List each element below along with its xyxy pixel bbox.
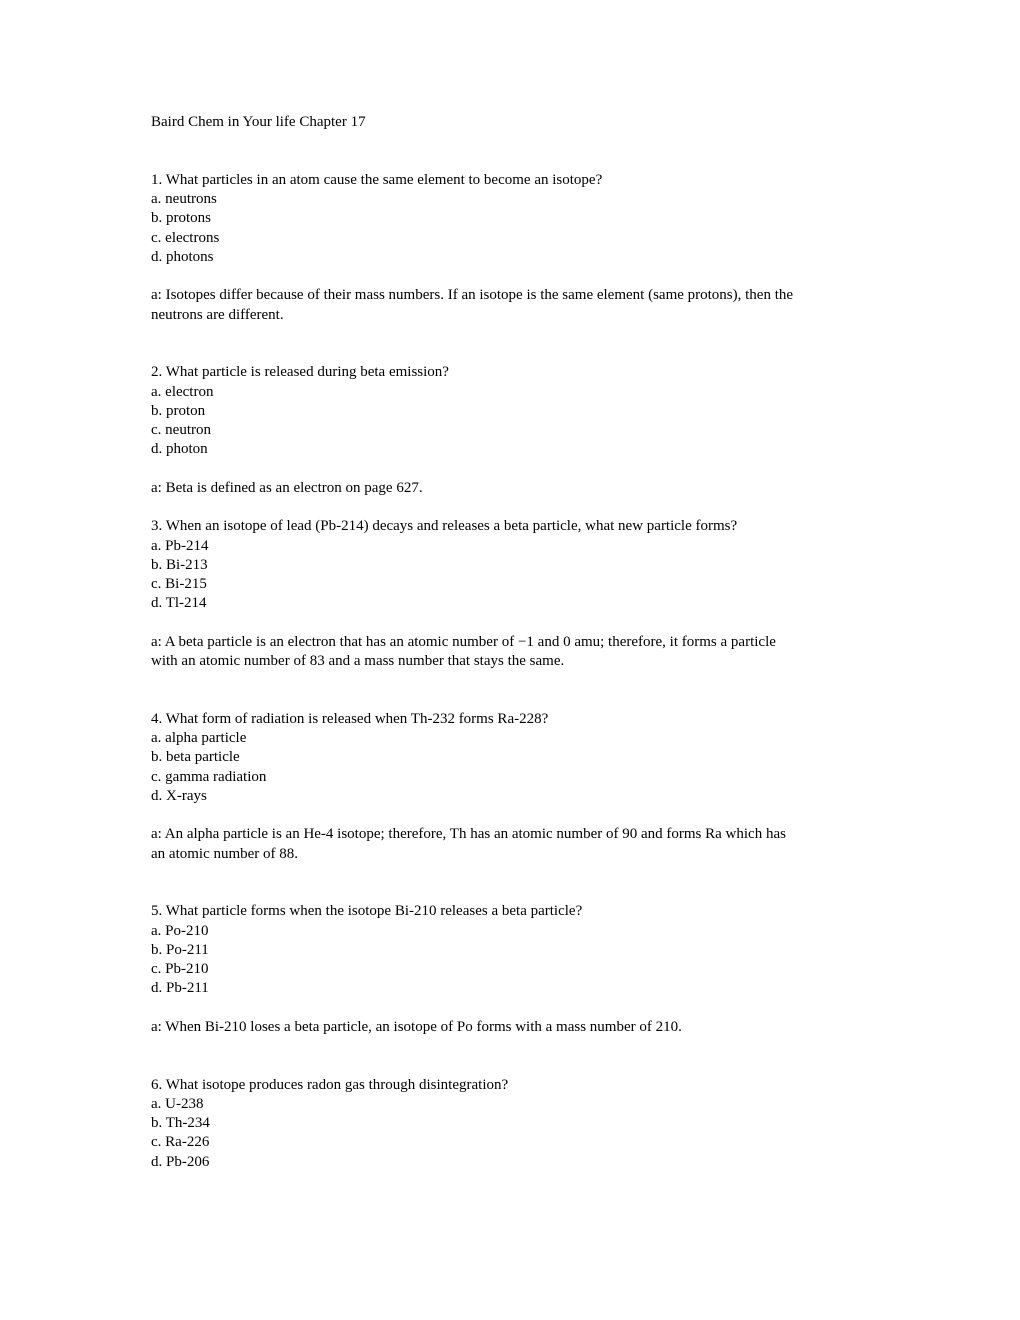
- option-d: d. photons: [151, 248, 214, 265]
- option-c: c. gamma radiation: [151, 768, 267, 785]
- question-1-answer-line-2: neutrons are different.: [151, 306, 284, 323]
- option-b: b. Po-211: [151, 941, 209, 958]
- question-1: [151, 171, 881, 325]
- option-d: d. Pb-211: [151, 980, 209, 997]
- option-a: a. electron: [151, 383, 214, 400]
- question-1-answer-line-1: a: Isotopes differ because of their mass numbers. If an isotope is the same element (same protons), then the: [151, 287, 794, 304]
- question-2: [151, 363, 881, 498]
- spacer: [151, 864, 881, 903]
- question-4-answer-line-1: a: An alpha particle is an He-4 isotope; therefore, Th has an atomic number of 90 and forms Ra which has: [151, 826, 786, 843]
- question-4: [151, 710, 881, 864]
- spacer: [151, 999, 881, 1018]
- option-d: d. Pb-206: [151, 1153, 210, 1170]
- question-5-answer-line-1: a: When Bi-210 loses a beta particle, an isotope of Po forms with a mass number of 210.: [151, 1018, 682, 1035]
- question-4-options: [151, 729, 881, 806]
- option-b: b. beta particle: [151, 749, 240, 766]
- option-c: c. neutron: [151, 422, 211, 438]
- spacer: [151, 267, 881, 286]
- spacer: [151, 1037, 881, 1076]
- option-c: c. Pb-210: [151, 961, 209, 977]
- spacer: [151, 498, 881, 517]
- question-5: [151, 902, 881, 1037]
- option-b: b. protons: [151, 210, 211, 227]
- option-c: c. electrons: [151, 229, 220, 246]
- option-b: b. Bi-213: [151, 556, 208, 573]
- document-page: [151, 113, 881, 1172]
- question-2-text: 2. What particle is released during beta emission?: [151, 364, 449, 381]
- document-title: Baird Chem in Your life Chapter 17: [151, 114, 366, 130]
- spacer: [151, 325, 881, 364]
- spacer: [151, 671, 881, 710]
- question-3-text: 3. When an isotope of lead (Pb-214) decays and releases a beta particle, what new particle forms?: [151, 518, 738, 535]
- question-2-options: [151, 383, 881, 460]
- option-c: c. Ra-226: [151, 1134, 210, 1151]
- question-2-answer-line-1: a: Beta is defined as an electron on page 627.: [151, 479, 423, 496]
- question-1-options: [151, 190, 881, 267]
- question-4-text: 4. What form of radiation is released when Th-232 forms Ra-228?: [151, 710, 549, 727]
- option-a: a. Po-210: [151, 922, 209, 939]
- option-b: b. Th-234: [151, 1115, 210, 1131]
- option-a: a. neutrons: [151, 191, 217, 207]
- question-3-answer-line-1: a: A beta particle is an electron that has an atomic number of −1 and 0 amu; therefore, it forms a particle: [151, 633, 776, 650]
- option-d: d. X-rays: [151, 787, 207, 804]
- spacer: [151, 806, 881, 825]
- option-d: d. Tl-214: [151, 595, 207, 612]
- option-a: a. U-238: [151, 1095, 204, 1112]
- option-a: a. Pb-214: [151, 537, 209, 554]
- question-1-text: 1. What particles in an atom cause the same element to become an isotope?: [151, 171, 603, 188]
- question-5-text: 5. What particle forms when the isotope Bi-210 releases a beta particle?: [151, 903, 583, 920]
- spacer: [151, 614, 881, 633]
- question-5-options: [151, 922, 881, 999]
- option-d: d. photon: [151, 441, 208, 458]
- spacer: [151, 460, 881, 479]
- question-3-options: [151, 537, 881, 614]
- spacer: [151, 132, 881, 171]
- question-6: [151, 1076, 881, 1172]
- option-a: a. alpha particle: [151, 730, 247, 746]
- question-6-options: [151, 1095, 881, 1172]
- question-3-answer-line-2: with an atomic number of 83 and a mass number that stays the same.: [151, 653, 565, 669]
- question-4-answer-line-2: an atomic number of 88.: [151, 845, 299, 862]
- option-b: b. proton: [151, 402, 206, 419]
- question-6-text: 6. What isotope produces radon gas through disintegration?: [151, 1076, 509, 1093]
- option-c: c. Bi-215: [151, 576, 207, 592]
- question-3: [151, 517, 881, 671]
